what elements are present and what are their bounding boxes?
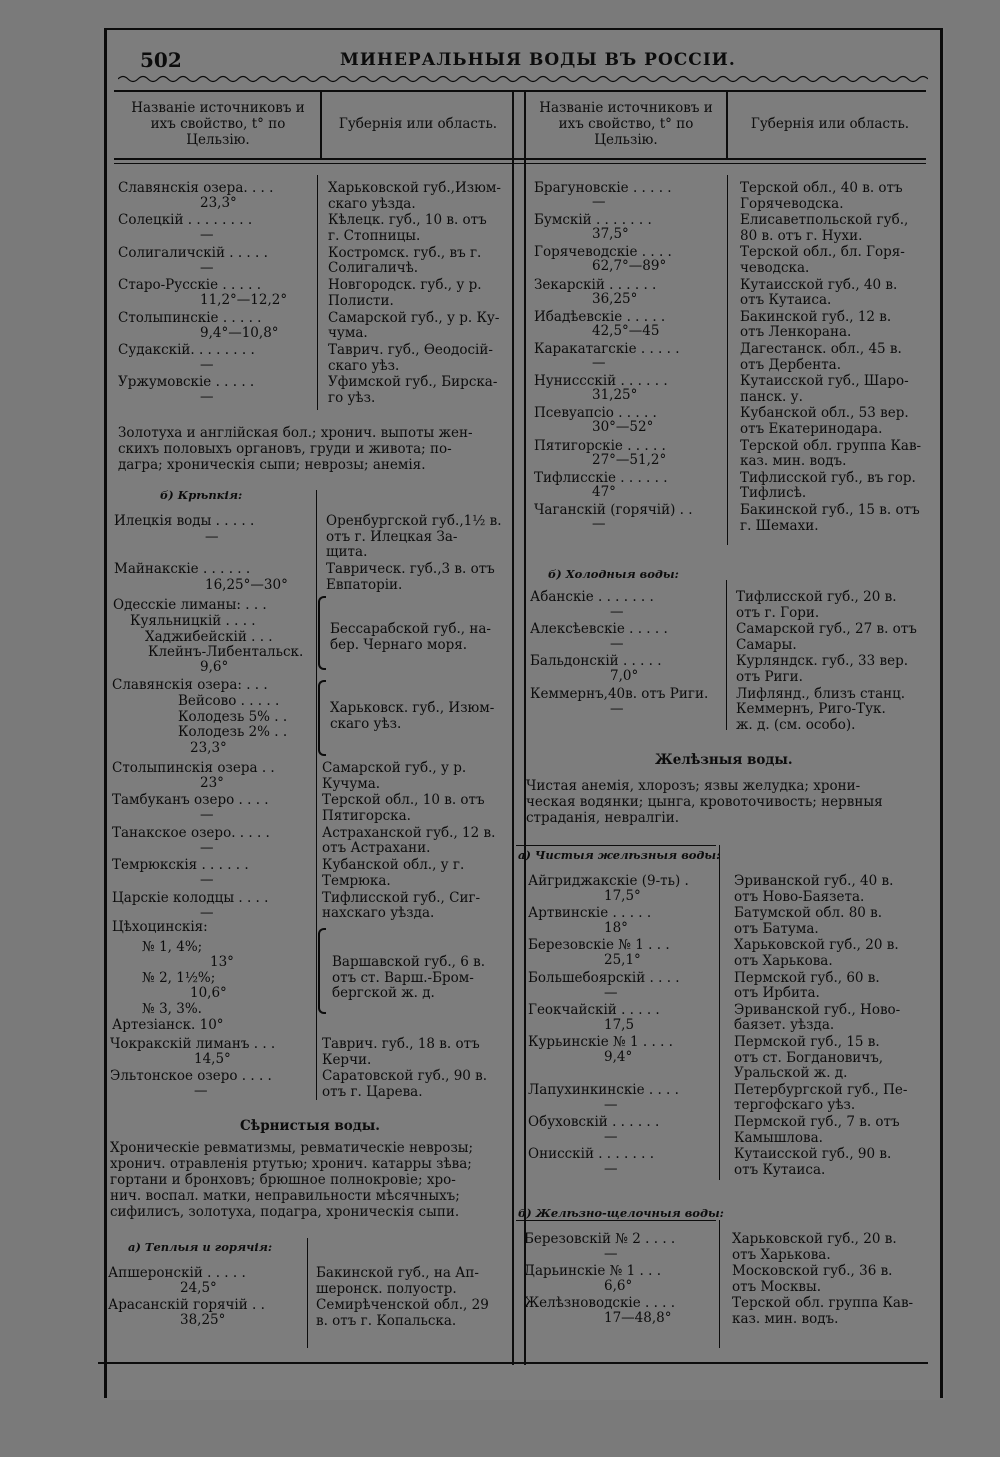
right-row-region: Пермской губ., 7 в. отъ Камышлова. [734,1114,900,1146]
left-row-region: Оренбургской губ.,1½ в. отъ г. Илецкая За- щита. [326,513,502,560]
odessa-heading: Одесскіе лиманы: . . . [113,597,267,613]
right-row-temp: 62,7°—89° [592,258,667,275]
right-row-name: Алексѣевскіе . . . . . [530,621,668,638]
frame-right-rule [940,28,943,1398]
right-row-temp: — [604,1246,618,1262]
right-inner-divider-1 [727,175,728,545]
right-row-temp: 37,5° [592,226,629,243]
right-row-name: Артвинскіе . . . . . [528,905,652,922]
ciech-item: № 2, 1½%; [142,970,216,986]
right-row-name: Лапухинкинскіе . . . . [528,1081,679,1098]
col-divider-right [726,90,728,158]
header-bottom-rule [114,158,926,160]
right-row-name: Брагуновскіе . . . . . [534,180,672,196]
odessa-item: Хаджибейскій . . . [145,628,273,645]
wavy-rule [118,74,928,84]
right-row-name: Геокчайскій . . . . . [528,1001,660,1018]
left-row-temp: 16,25°—30° [205,577,288,594]
ciech-item: № 3, 3%. [142,1001,202,1017]
section-sulfur-title: Сѣрнистыя воды. [240,1118,380,1134]
left-row-name: Столыпинскіе . . . . . [118,309,262,326]
left-row-temp: — [200,389,214,406]
right-row-region: Тифлисской губ., 20 в. отъ г. Гори. [736,589,897,621]
col-divider-center [512,90,514,1365]
left-row-region: Семирѣченской обл., 29 в. отъ г. Копальска. [316,1297,489,1329]
right-row-name: Бумскій . . . . . . . [534,212,652,229]
right-row-region: Лифлянд., близъ станц. Кеммернъ, Риго-Тук. ж. д. (см. особо). [736,685,906,733]
indication-paragraph: Золотуха и англійская бол.; хронич. выпоты жен- скихъ половыхъ органовъ, груди и живота; по- дагра; хроническія сыпи; неврозы; анемія. [118,425,473,473]
left-row-name: Славянскія озера. . . . [118,180,274,196]
left-row-name: Тамбуканъ озеро . . . . [112,792,269,809]
header-top-rule [114,90,926,92]
running-title: МИНЕРАЛЬНЫЯ ВОДЫ ВЪ РОССІИ. [340,50,736,70]
frame-top-rule [104,28,943,30]
right-row-temp: 17—48,8° [604,1310,672,1327]
subsection-iron-alkaline: б) Желѣзно-щелочныя воды: [518,1206,724,1220]
right-row-temp: — [604,1129,618,1145]
slavyansk-region: Харьковск. губ., Изюм- скаго уѣз. [330,700,495,732]
right-row-region: Бакинской губ., 15 в. отъ г. Шемахи. [740,502,920,534]
left-row-temp: — [194,1083,208,1100]
left-row-temp: 9,4°—10,8° [200,324,279,341]
left-row-name: Солигаличскій . . . . . [118,244,268,261]
left-row-region: Кѣлецк. губ., 10 в. отъ г. Стопницы. [328,212,487,244]
col-header-right-region: Губернія или область. [750,116,910,132]
left-inner-divider-3 [307,1238,308,1348]
left-row-name: Солецкій . . . . . . . . [118,212,253,229]
right-row-name: Березовскіе № 1 . . . [528,937,670,954]
left-row-name: Уржумовскіе . . . . . [118,374,255,391]
right-row-name: Онисскій . . . . . . . [528,1146,655,1163]
right-row-name: Каракатагскіе . . . . . [534,341,680,357]
right-row-name: Айгриджакскіе (9-ть) . [528,873,689,889]
slavyansk-item: Вейсово . . . . . [178,693,280,709]
right-row-name: Курьинскіе № 1 . . . . [528,1034,673,1050]
right-row-region: Харьковской губ., 20 в. отъ Харькова. [732,1231,897,1263]
page-number: 502 [140,48,182,72]
right-row-temp: — [604,1161,618,1178]
right-row-name: Кеммернъ,40в. отъ Риги. [530,685,709,702]
right-row-region: Терской обл., бл. Горя- чеводска. [740,244,905,276]
left-row-region: Таврич. губ., Ѳеодосій- скаго уѣз. [328,342,493,374]
right-row-region: Кутаисской губ., 40 в. отъ Кутаиса. [740,276,898,309]
odessa-temp: 9,6° [200,659,229,675]
left-row-region: Саратовской губ., 90 в. отъ г. Царева. [322,1068,488,1100]
left-row-name: Арасанскій горячій . . [108,1297,265,1314]
sulfur-paragraph: Хроническіе ревматизмы, ревматическіе неврозы; хронич. отравленія ртутью; хронич. катарры зѣва; гортани и бронховъ; брюшное полнокровіе; хро- нич. воспал. матки, неправильности мѣсячныхъ; сифилисъ, золотуха, подагра, хроническія сыпи. [110,1140,474,1220]
left-row-region: Новгородск. губ., у р. Полисти. [328,277,482,309]
right-row-name: Нуниссскій . . . . . . [534,373,668,390]
left-row-region: Кубанской обл., у г. Темрюка. [322,857,465,889]
ciech-heading: Цѣхоцинскія: [112,919,208,935]
left-row-temp: — [200,904,214,921]
subsection-pure-iron: а) Чистыя желѣзныя воды: [518,848,721,862]
right-row-temp: 31,25° [592,387,638,404]
right-row-temp: 25,1° [604,952,641,969]
slavyansk-item: Колодезь 5% . . [178,708,288,725]
left-row-name: Танакское озеро. . . . . [112,824,270,841]
ciech-item: № 1, 4%; [142,939,203,955]
ciech-item: Артезіанск. 10° [112,1017,224,1033]
header-bottom-rule-2 [114,163,926,164]
left-row-temp: 24,5° [180,1280,217,1296]
right-row-temp: 30°—52° [592,419,654,436]
left-row-region: Тифлисской губ., Сиг- нахскаго уѣзда. [322,889,481,922]
right-row-temp: 17,5° [604,888,641,904]
left-inner-divider-1 [317,175,318,410]
left-inner-divider-2 [316,490,317,1100]
right-row-temp: — [610,636,624,653]
right-row-temp: — [610,604,624,620]
right-row-region: Терской обл. группа Кав- каз. мин. водъ. [732,1295,914,1327]
left-row-temp: 14,5° [194,1051,231,1067]
right-inner-divider-4 [719,1220,720,1348]
ciech-item: 13° [210,954,234,970]
left-row-region: Костромск. губ., въ г. Солигаличѣ. [328,244,482,277]
slavyansk-item: Колодезь 2% . . [178,724,288,740]
right-row-temp: — [610,700,624,717]
right-row-temp: — [592,516,606,532]
right-row-region: Батумской обл. 80 в. отъ Батума. [734,905,883,937]
right-inner-divider-3 [719,845,720,1180]
right-row-temp: 6,6° [604,1278,633,1295]
right-row-region: Харьковской губ., 20 в. отъ Харькова. [734,937,899,969]
right-row-region: Терской обл. группа Кав- каз. мин. водъ. [740,437,922,470]
left-row-region: Терской обл., 10 в. отъ Пятигорска. [322,792,485,824]
right-row-region: Самарской губ., 27 в. отъ Самары. [736,621,917,653]
left-row-temp: — [200,259,214,276]
col-header-right-name: Названіе источниковъ и ихъ свойство, t° по Цельзію. [539,100,713,148]
left-row-name: Апшеронскій . . . . . [108,1265,246,1281]
left-row-temp: — [200,807,214,824]
left-row-region: Астраханской губ., 12 в. отъ Астрахани. [322,824,496,857]
section-iron-title: Желѣзныя воды. [655,752,793,768]
left-row-name: Судакскій. . . . . . . . [118,342,255,358]
right-row-name: Большебоярскій . . . . [528,969,680,986]
ciech-bracket [318,928,326,1014]
left-row-region: Таврическ. губ.,3 в. отъ Евпаторіи. [326,561,495,593]
right-row-temp: 17,5 [604,1016,635,1033]
odessa-item: Куяльницкій . . . . [130,613,256,629]
right-row-name: Чаганскій (горячій) . . [534,502,693,518]
left-row-region: Харьковской губ.,Изюм- скаго уѣзда. [328,180,501,212]
right-row-region: Бакинской губ., 12 в. отъ Ленкорана. [740,308,892,341]
col-header-left-region: Губернія или область. [338,116,498,132]
frame-left-rule [104,28,107,1398]
left-row-temp: 11,2°—12,2° [200,292,288,309]
left-row-temp: 23° [200,775,224,791]
left-row-region: Уфимской губ., Бирска- го уѣз. [328,374,498,406]
left-row-temp: — [205,529,219,545]
right-row-temp: — [592,355,606,371]
left-row-name: Царскіе колодцы . . . . [112,889,269,906]
ciech-item: 10,6° [190,985,227,1001]
right-row-name: Зекарскій . . . . . . [534,276,657,293]
right-row-region: Пермской губ., 60 в. отъ Ирбита. [734,969,880,1002]
right-row-temp: 36,25° [592,290,638,307]
right-row-region: Кутаисской губ., 90 в. отъ Кутаиса. [734,1146,892,1178]
right-row-region: Елисаветпольской губ., 80 в. отъ г. Нухи. [740,212,909,244]
left-row-name: Старо-Русскіе . . . . . [118,277,261,294]
right-row-name: Пятигорскіе . . . . . [534,437,666,454]
left-row-temp: 38,25° [180,1312,226,1329]
right-row-region: Кутаисской губ., Шаро- панск. у. [740,373,909,405]
right-row-temp: 7,0° [610,668,639,685]
iron-paragraph: Чистая анемія, хлорозъ; язвы желудка; хрони- ческая водянки; цынга, кровоточивость; нервныя страданія, невралгіи. [526,778,883,826]
right-row-region: Петербургской губ., Пе- тергофскаго уѣз. [734,1081,908,1114]
right-row-name: Обуховскій . . . . . . [528,1114,660,1130]
right-inner-divider-2 [726,580,727,730]
right-row-name: Бальдонскій . . . . . [530,653,662,670]
col-header-left-name: Названіе источниковъ и ихъ свойство, t° по Цельзію. [131,100,305,148]
bottom-rule [98,1362,928,1364]
right-row-region: Эриванской губ., Ново- баязет. уѣзда. [734,1001,901,1034]
right-row-name: Березовскій № 2 . . . . [524,1231,676,1247]
right-row-name: Желѣзноводскіе . . . . [524,1295,676,1312]
right-row-region: Эриванской губ., 40 в. отъ Ново-Баязета. [734,873,894,905]
right-row-temp: — [604,1096,618,1113]
right-row-region: Московской губ., 36 в. отъ Москвы. [732,1263,893,1295]
right-row-region: Терской обл., 40 в. отъ Горячеводска. [740,180,903,212]
slavyansk-bracket [318,680,326,756]
right-row-name: Ибадѣевскіе . . . . . [534,308,666,325]
left-row-temp: — [200,872,214,889]
right-row-region: Курляндск. губ., 33 вер. отъ Риги. [736,653,909,685]
right-row-name: Дарьинскіе № 1 . . . [524,1263,662,1280]
right-row-name: Абанскіе . . . . . . . [530,589,654,605]
right-row-name: Тифлисскіе . . . . . . [534,469,668,486]
left-row-temp: — [200,839,214,856]
right-row-region: Пермской губ., 15 в. отъ ст. Богдановичъ, Уральской ж. д. [734,1034,884,1081]
right-row-name: Псевуапсіо . . . . . [534,405,657,422]
subsection-cold: б) Холодныя воды: [548,567,679,581]
odessa-bracket [318,596,326,670]
left-row-name: Столыпинскія озера . . [112,760,275,776]
col-divider-center-2 [524,90,526,1365]
right-row-temp: — [604,984,618,1001]
left-row-region: Бакинской губ., на Ап- шеронск. полуостр. [316,1265,479,1297]
right-row-temp: — [592,194,606,210]
left-row-name: Илецкія воды . . . . . [114,513,255,529]
right-row-region: Тифлисской губ., въ гор. Тифлисѣ. [740,469,916,502]
right-row-temp: 47° [592,483,616,500]
subsection-warm: а) Теплыя и горячія: [128,1240,273,1254]
right-row-temp: 42,5°—45 [592,322,660,339]
slavyansk-temp: 23,3° [190,740,227,756]
left-row-temp: 23,3° [200,195,237,211]
left-row-name: Чокракскій лиманъ . . . [110,1036,276,1052]
right-row-temp: 18° [604,920,628,937]
left-row-temp: — [200,227,214,244]
right-row-region: Кубанской обл., 53 вер. отъ Екатеринодара. [740,405,909,437]
left-row-temp: — [200,357,214,373]
ciech-region: Варшавской губ., 6 в. отъ ст. Варш.-Бром- бергской ж. д. [332,954,486,1001]
right-row-temp: 27°—51,2° [592,451,667,468]
left-row-name: Майнакскіе . . . . . . [114,561,251,578]
left-row-name: Темрюкскія . . . . . . [112,857,249,874]
left-row-region: Самарской губ., у р. Ку- чума. [328,309,500,342]
right-row-name: Горячеводскіе . . . . [534,244,672,261]
col-divider-left [320,90,322,158]
odessa-item: Клейнъ-Либентальск. [148,644,304,660]
right-row-temp: 9,4° [604,1049,633,1065]
left-row-region: Самарской губ., у р. Кучума. [322,760,467,792]
odessa-region: Бессарабской губ., на- бер. Чернаго моря. [330,621,491,653]
right-row-region: Дагестанск. обл., 45 в. отъ Дербента. [740,341,902,373]
iron-sub-a-rule [516,845,716,846]
slavyansk-heading: Славянскія озера: . . . [112,677,268,693]
left-row-name: Эльтонское озеро . . . . [110,1068,272,1085]
left-row-region: Таврич. губ., 18 в. отъ Керчи. [322,1036,480,1068]
subsection-strong: б) Крѣпкія: [160,488,243,502]
